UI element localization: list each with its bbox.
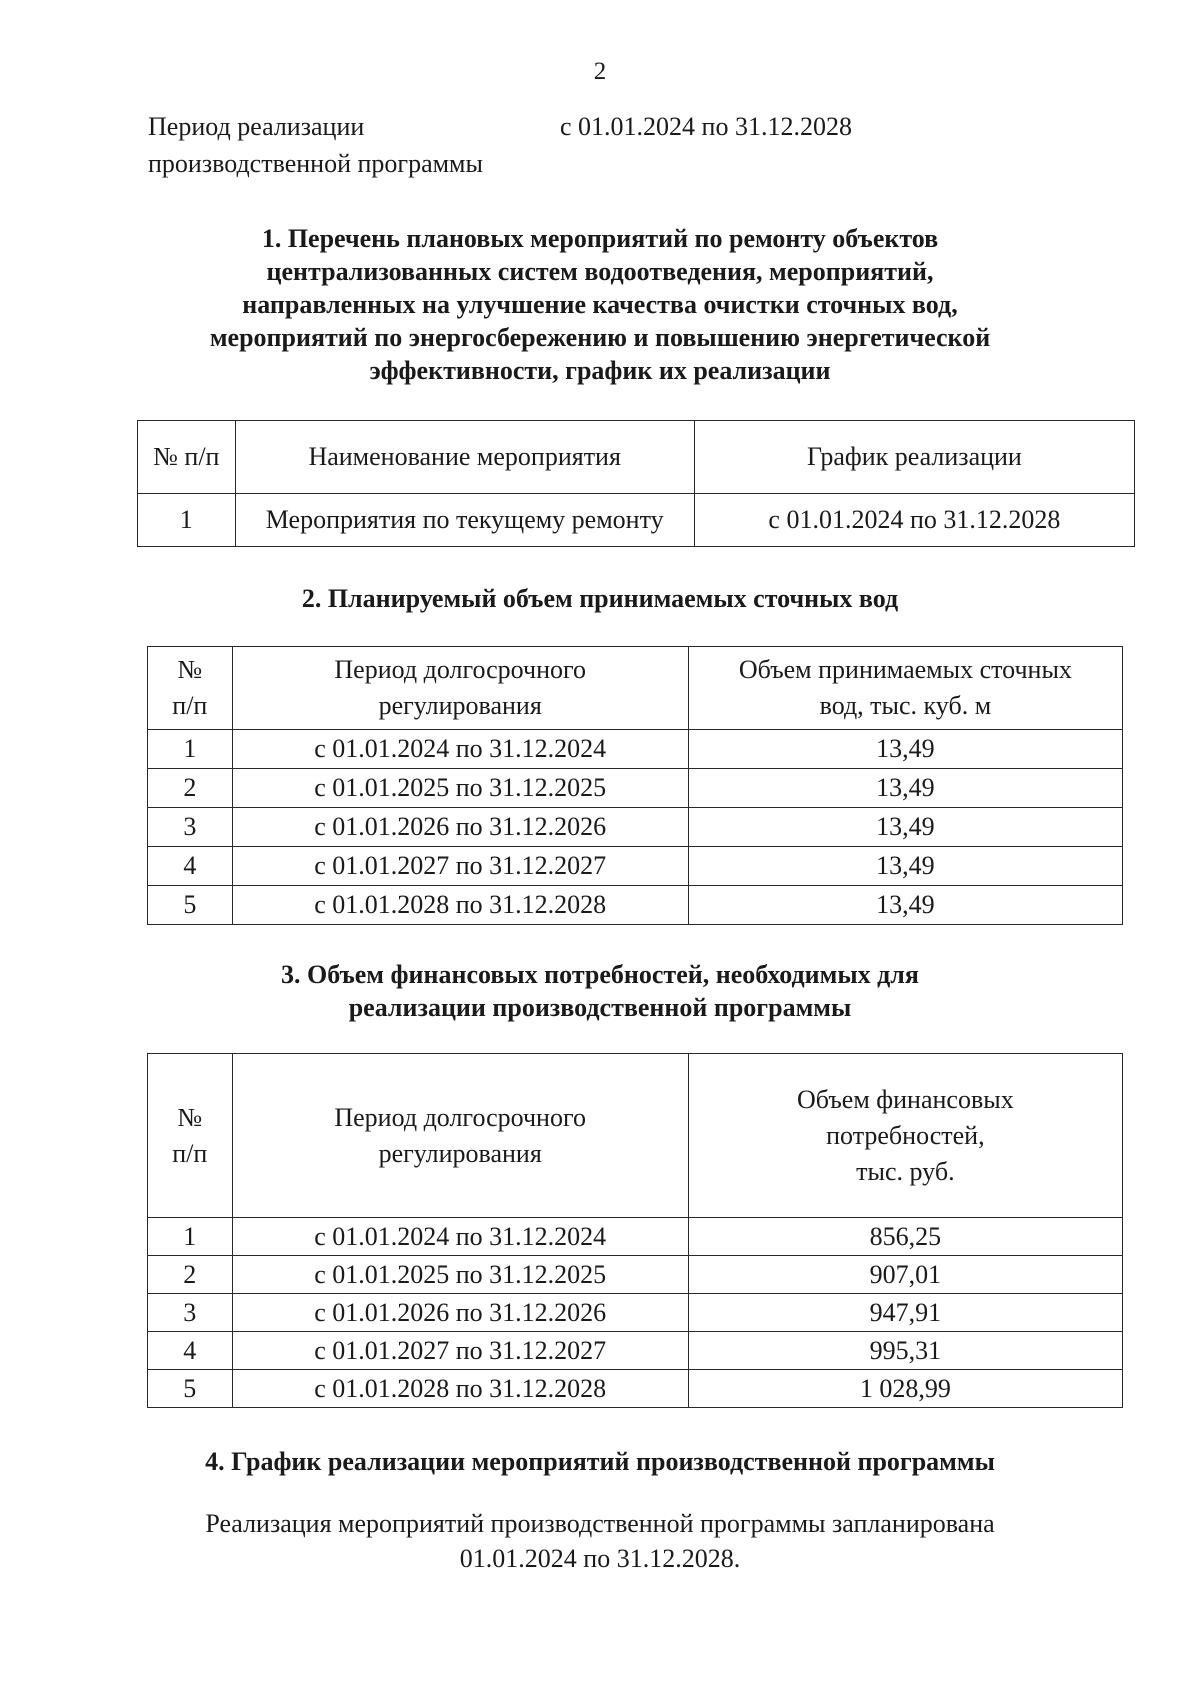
header-num [148,1054,233,1218]
cell-period: с 01.01.2027 по 31.12.2027 [232,847,688,886]
header-line: потребностей, [826,1120,985,1150]
cell-num: 4 [148,847,233,886]
table-row [148,769,1123,808]
cell-amount: 856,25 [688,1218,1122,1256]
header-line: регулирования [378,691,542,720]
table-header-row [138,421,1135,494]
cell-num: 2 [148,1256,233,1294]
section3-heading [0,958,1200,1024]
financial-needs-table [147,1053,1123,1408]
header-line: Период долгосрочного [334,655,586,684]
header-line: п/п [172,691,208,720]
cell-period: с 01.01.2027 по 31.12.2027 [232,1332,688,1370]
cell-period: с 01.01.2028 по 31.12.2028 [232,1370,688,1408]
cell-num: 3 [148,808,233,847]
cell-period: с 01.01.2026 по 31.12.2026 [232,808,688,847]
cell-period: с 01.01.2026 по 31.12.2026 [232,1294,688,1332]
table-row [148,886,1123,925]
header-measure-name: Наименование мероприятия [235,421,694,494]
cell-num: 5 [148,1370,233,1408]
table-header-row [148,1054,1123,1218]
header-period [232,647,688,730]
header-num: № п/п [138,421,236,494]
cell-volume: 13,49 [688,886,1122,925]
cell-amount: 947,91 [688,1294,1122,1332]
cell-amount: 907,01 [688,1256,1122,1294]
cell-num: 4 [148,1332,233,1370]
measures-table [137,420,1135,547]
cell-volume: 13,49 [688,847,1122,886]
header-line: вод, тыс. куб. м [819,691,992,720]
period-value: с 01.01.2024 по 31.12.2028 [560,112,852,141]
cell-volume: 13,49 [688,769,1122,808]
header-num [148,647,233,730]
cell-period: с 01.01.2025 по 31.12.2025 [232,1256,688,1294]
heading-line: эффективности, график их реализации [369,356,831,385]
implementation-statement [0,1506,1200,1576]
statement-line: 01.01.2024 по 31.12.2028. [459,1544,741,1573]
header-financial-volume [688,1054,1122,1218]
section2-heading: 2. Планируемый объем принимаемых сточных вод [301,584,899,613]
header-line: № [177,655,203,684]
cell-num: 1 [148,1218,233,1256]
table-row [148,1370,1123,1408]
cell-num: 1 [148,730,233,769]
cell-measure-name: Мероприятия по текущему ремонту [235,494,694,547]
header-line: Объем принимаемых сточных [738,655,1072,684]
heading-line: мероприятий по энергосбережению и повышению энергетической [209,323,991,352]
heading-line: 3. Объем финансовых потребностей, необходимых для [281,960,919,989]
cell-volume: 13,49 [688,808,1122,847]
cell-num: 2 [148,769,233,808]
page-number: 2 [593,58,607,85]
cell-amount: 1 028,99 [688,1370,1122,1408]
table-row [138,494,1135,547]
header-line: регулирования [378,1138,542,1168]
period-label [148,108,538,182]
table-row [148,1218,1123,1256]
table-row [148,847,1123,886]
header-line: Период долгосрочного [334,1102,586,1132]
cell-num: 5 [148,886,233,925]
table-row [148,808,1123,847]
header-line: тыс. руб. [856,1156,955,1186]
statement-line: Реализация мероприятий производственной программы запланирована [205,1509,995,1538]
table-header-row [148,647,1123,730]
cell-schedule: с 01.01.2024 по 31.12.2028 [694,494,1134,547]
header-line: Объем финансовых [797,1084,1014,1114]
section1-heading [0,222,1200,387]
period-label-line: производственной программы [148,149,483,178]
cell-period: с 01.01.2025 по 31.12.2025 [232,769,688,808]
cell-volume: 13,49 [688,730,1122,769]
period-label-line: Период реализации [148,112,365,141]
cell-period: с 01.01.2028 по 31.12.2028 [232,886,688,925]
cell-period: с 01.01.2024 по 31.12.2024 [232,1218,688,1256]
wastewater-volume-table [147,646,1123,925]
cell-amount: 995,31 [688,1332,1122,1370]
table-row [148,1332,1123,1370]
heading-line: централизованных систем водоотведения, мероприятий, [266,257,934,286]
header-line: № [177,1102,203,1132]
header-schedule: График реализации [694,421,1134,494]
section4-heading: 4. График реализации мероприятий производственной программы [205,1447,995,1476]
header-period [232,1054,688,1218]
cell-num: 1 [138,494,236,547]
cell-num: 3 [148,1294,233,1332]
cell-period: с 01.01.2024 по 31.12.2024 [232,730,688,769]
table-row [148,1294,1123,1332]
header-line: п/п [172,1138,208,1168]
heading-line: 1. Перечень плановых мероприятий по ремонту объектов [261,224,939,253]
heading-line: реализации производственной программы [348,993,852,1022]
header-volume [688,647,1122,730]
table-row [148,1256,1123,1294]
heading-line: направленных на улучшение качества очистки сточных вод, [242,290,958,319]
table-row [148,730,1123,769]
